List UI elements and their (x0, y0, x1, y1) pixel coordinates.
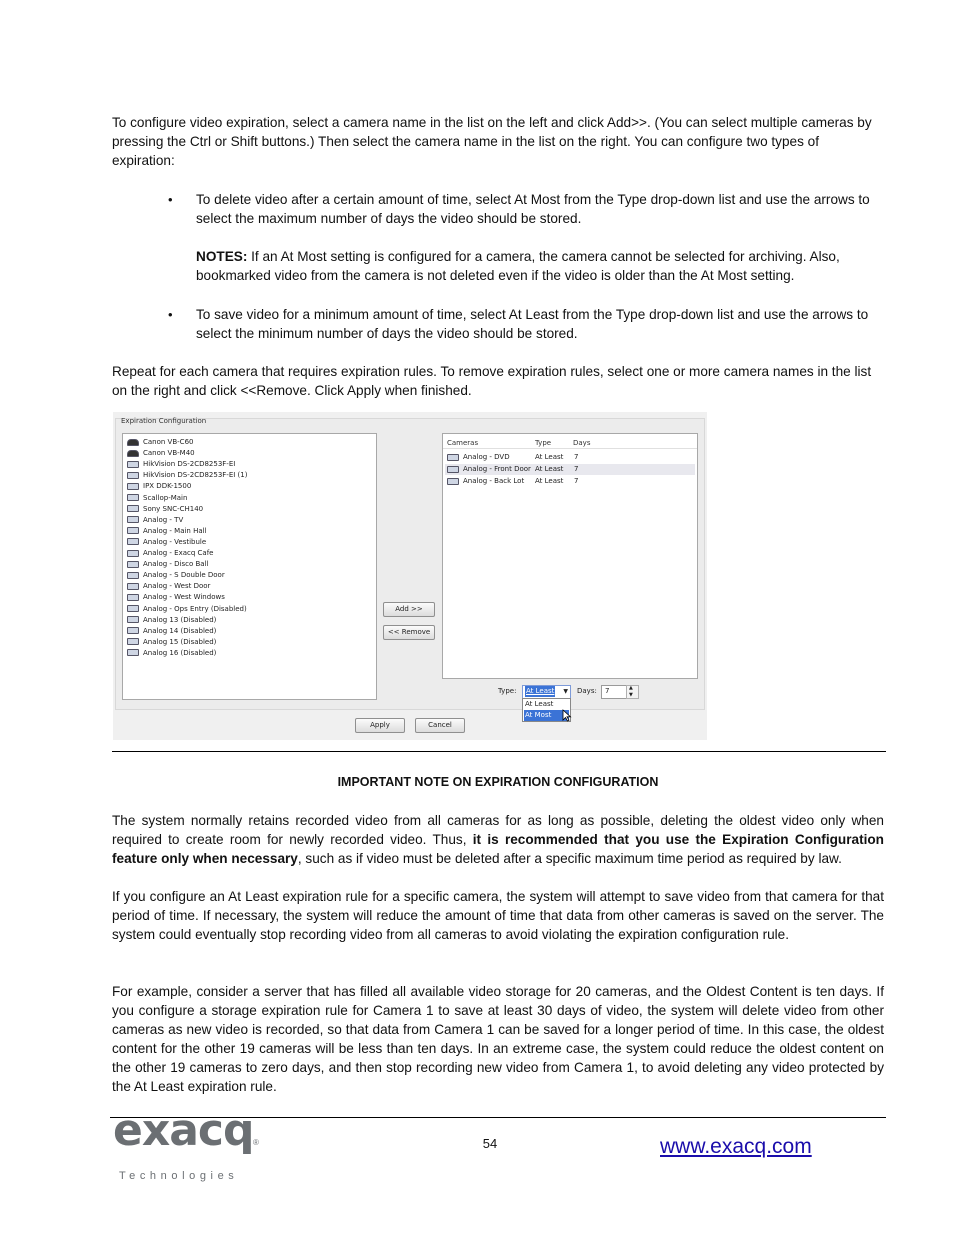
group-title: Expiration Configuration (121, 417, 207, 425)
cancel-button[interactable]: Cancel (415, 718, 465, 733)
camera-name: Sony SNC-CH140 (143, 504, 204, 513)
camera-icon (127, 627, 139, 634)
camera-name: Analog - Exacq Cafe (143, 549, 214, 557)
intro-paragraph: To configure video expiration, select a camera name in the list on the left and click Add>>. (You can select multiple cameras by pressing the Ctrl or Shift buttons.) Then select the camera name in the list on the right. You can configure two types of expiration: (112, 115, 872, 168)
camera-name: Analog - Ops Entry (Disabled) (143, 604, 247, 613)
section-divider (112, 751, 886, 752)
notes-paragraph (196, 247, 884, 285)
camera-icon (127, 450, 139, 457)
column-type[interactable]: Type (535, 439, 552, 447)
list-item[interactable] (127, 537, 206, 548)
camera-name: Analog - S Double Door (143, 571, 225, 580)
chevron-up-icon[interactable]: ▲ (629, 685, 633, 691)
camera-source-list[interactable] (122, 433, 377, 700)
list-item[interactable] (127, 493, 187, 504)
list-item[interactable] (127, 481, 191, 492)
logo-wordmark: exacq (113, 1105, 254, 1156)
bullet-text: To delete video after a certain amount of time, select At Most from the Type drop-down list and use the arrows to select the maximum number of days the video should be stored. (196, 192, 870, 226)
column-days[interactable]: Days (573, 439, 591, 447)
camera-icon (127, 538, 139, 545)
camera-icon (127, 527, 139, 534)
table-row[interactable] (445, 452, 695, 463)
camera-name: Canon VB-C60 (143, 438, 194, 446)
camera-name: Analog - Main Hall (143, 526, 207, 535)
type-label: Type: (498, 687, 517, 695)
type-selected: At Least (526, 687, 555, 695)
apply-button[interactable]: Apply (355, 718, 405, 733)
row-type: At Least (535, 465, 564, 473)
camera-name: Canon VB-M40 (143, 449, 195, 458)
camera-name: Analog - Disco Ball (143, 560, 209, 569)
camera-icon (127, 461, 139, 468)
camera-name: Analog 16 (Disabled) (143, 648, 217, 657)
add-button[interactable]: Add >> (383, 602, 435, 617)
list-header (443, 434, 697, 449)
camera-name: HikVision DS-2CD8253F-EI (143, 460, 236, 469)
camera-icon (127, 472, 139, 479)
list-item[interactable] (127, 437, 193, 448)
notes-label: NOTES: (196, 249, 248, 264)
row-camera: Analog - Front Door (463, 465, 531, 473)
camera-name: Analog 13 (Disabled) (143, 615, 217, 624)
important-paragraph-1 (112, 811, 884, 868)
list-item[interactable] (127, 592, 225, 603)
remove-button[interactable]: << Remove (383, 625, 435, 640)
camera-icon (127, 516, 139, 523)
row-days: 7 (574, 453, 579, 461)
p1-bold: it is recommended that you use the Expiration Configuration feature only when necessary (112, 832, 884, 866)
camera-name: Analog 15 (Disabled) (143, 637, 217, 646)
camera-icon (127, 505, 139, 512)
type-dropdown[interactable] (522, 685, 571, 699)
list-item[interactable] (127, 581, 210, 592)
list-item[interactable] (127, 504, 203, 515)
bullet-text: To save video for a minimum amount of time, select At Least from the Type drop-down list and use the arrows to select the minimum number of days the video should be stored. (196, 307, 869, 341)
important-paragraph-2: If you configure an At Least expiration rule for a specific camera, the system will attempt to save video from that camera for that period of time. If necessary, the system will reduce the amount of time that data from other cameras is saved on the server. The system could eventually stop recording video from all cameras to avoid violating the expiration configuration rule. (112, 889, 884, 942)
days-label: Days: (577, 687, 597, 695)
row-camera: Analog - Back Lot (463, 477, 525, 485)
camera-icon (127, 649, 139, 656)
row-type: At Least (535, 453, 564, 461)
table-row[interactable] (445, 476, 695, 487)
bullet-dot: • (168, 307, 173, 322)
list-item[interactable] (127, 648, 216, 659)
camera-name: IPX DDK-1500 (143, 482, 192, 491)
bullet-dot: • (168, 192, 173, 207)
chevron-down-icon[interactable]: ▼ (629, 692, 633, 698)
list-item[interactable] (127, 526, 207, 537)
p1-text-b: , such as if video must be deleted after a specific maximum time period as required by law. (297, 851, 842, 866)
table-row[interactable] (445, 464, 695, 475)
days-value: 7 (605, 687, 610, 695)
list-item[interactable] (127, 548, 213, 559)
expiration-rules-list[interactable] (442, 433, 698, 679)
list-item[interactable] (127, 515, 183, 526)
important-paragraph-3: For example, consider a server that has filled all available video storage for 20 cameras, and the Oldest Content is ten days. If you configure a storage expiration rule for Camera 1 to save at least 30 days of video, the system will delete video from other cameras as new video is recorded, so that data from Camera 1 can be saved for a longer period of time. In this case, the oldest content for the other 19 cameras will be less than ten days. In an extreme case, the system could reduce the oldest content on the other 19 cameras to zero days, and then stop recording new video from Camera 1, to avoid deleting any video protected by the At Least expiration rule. (112, 984, 884, 1094)
expiration-dialog-screenshot (113, 412, 707, 740)
camera-name: HikVision DS-2CD8253F-EI (1) (143, 471, 248, 480)
list-item[interactable] (127, 637, 216, 648)
list-item[interactable] (127, 615, 216, 626)
repeat-paragraph: Repeat for each camera that requires expiration rules. To remove expiration rules, select one or more camera names in the list on the right and click <<Remove. Click Apply when finished. (112, 364, 872, 398)
mouse-cursor-icon (562, 709, 572, 722)
list-item[interactable] (127, 448, 195, 459)
camera-icon (127, 605, 139, 612)
option-at-least[interactable]: At Least (525, 700, 554, 708)
camera-icon (127, 594, 139, 601)
camera-name: Analog 14 (Disabled) (143, 626, 217, 635)
camera-name: Scallop-Main (143, 493, 188, 502)
logo-subtitle: Technologies (119, 1170, 239, 1182)
camera-name: Analog - West Door (143, 582, 211, 591)
camera-icon (127, 550, 139, 557)
list-item[interactable] (127, 470, 247, 481)
camera-icon (127, 616, 139, 623)
list-item[interactable] (127, 570, 225, 581)
list-item[interactable] (127, 626, 216, 637)
logo-registered-mark: ® (253, 1138, 259, 1147)
camera-icon (447, 478, 459, 485)
row-camera: Analog - DVD (463, 453, 510, 461)
days-spinbox[interactable] (601, 685, 627, 699)
option-at-most[interactable]: At Most (524, 710, 569, 721)
camera-name: Analog - TV (143, 515, 184, 524)
camera-name: Analog - Vestibule (143, 537, 207, 546)
important-heading: IMPORTANT NOTE ON EXPIRATION CONFIGURATION (337, 775, 659, 789)
camera-icon (127, 583, 139, 590)
list-item[interactable] (127, 559, 208, 570)
chevron-down-icon: ▼ (563, 688, 568, 695)
camera-icon (127, 638, 139, 645)
row-days: 7 (574, 477, 579, 485)
row-type: At Least (535, 477, 564, 485)
list-item[interactable] (127, 459, 235, 470)
p1-text-a: The system normally retains recorded video from all cameras for as long as possible, deleting the oldest video only when required to create room for newly recorded video. Thus, (112, 813, 884, 847)
row-days: 7 (574, 465, 579, 473)
camera-icon (447, 454, 459, 461)
page-number: 54 (482, 1136, 498, 1151)
camera-icon (127, 483, 139, 490)
notes-text: If an At Most setting is configured for a camera, the camera cannot be selected for archiving. Also, bookmarked video from the camera is not deleted even if the video is older than the At Most setting. (196, 249, 840, 283)
days-spin-arrows[interactable] (626, 685, 639, 699)
website-link[interactable]: www.exacq.com (660, 1135, 812, 1158)
list-item[interactable] (127, 604, 247, 615)
camera-icon (127, 572, 139, 579)
camera-icon (127, 561, 139, 568)
camera-name: Analog - West Windows (143, 593, 225, 602)
column-cameras[interactable]: Cameras (447, 439, 479, 447)
camera-icon (127, 439, 139, 446)
camera-icon (127, 494, 139, 501)
camera-icon (447, 466, 459, 473)
exacq-logo (113, 1105, 263, 1183)
